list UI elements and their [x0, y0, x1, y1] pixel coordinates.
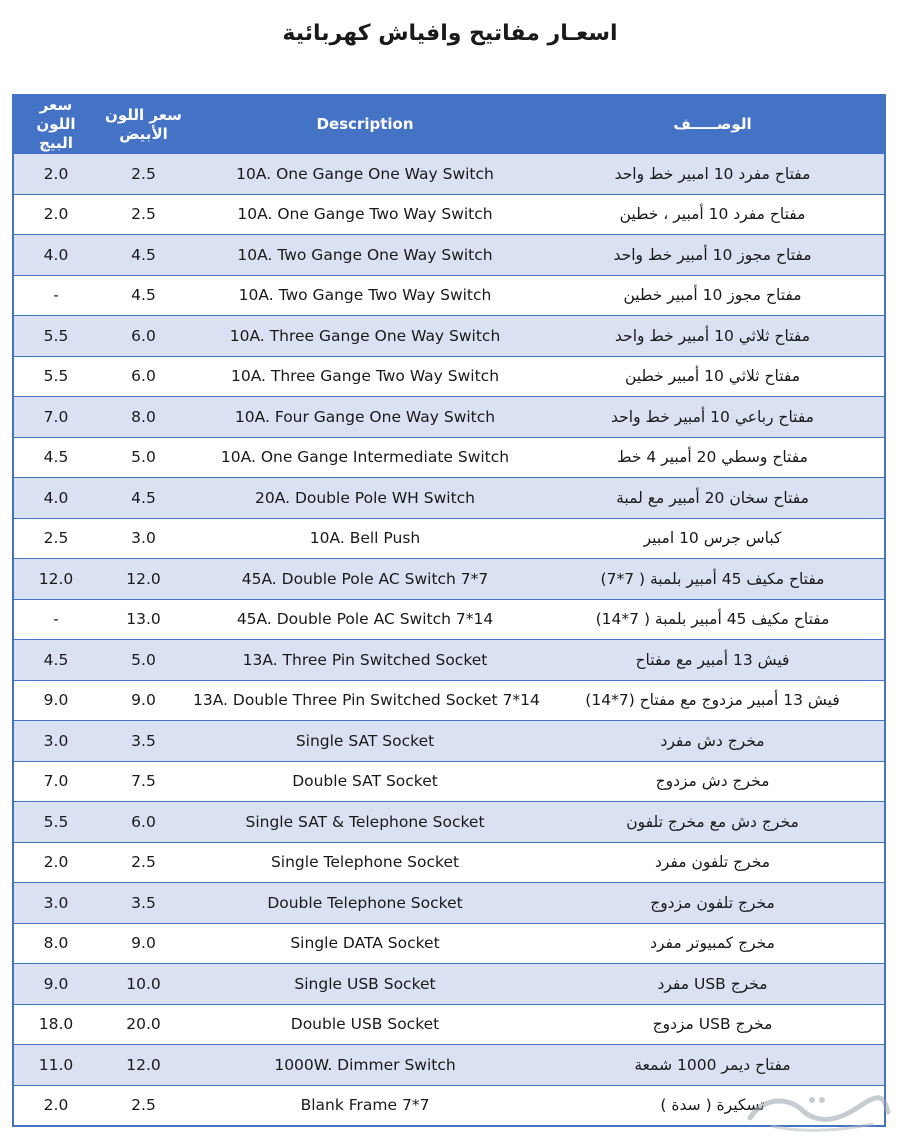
- beige-price-cell: 7.0: [13, 397, 98, 438]
- white-price-cell: 7.5: [98, 761, 189, 802]
- description-cell: 13A. Three Pin Switched Socket: [189, 640, 541, 681]
- white-price-cell: 6.0: [98, 802, 189, 843]
- header-arabic-description: الوصـــــف: [541, 95, 885, 154]
- description-cell: Single USB Socket: [189, 964, 541, 1005]
- beige-price-cell: 3.0: [13, 883, 98, 924]
- table-row: [13, 559, 885, 600]
- beige-price-cell: 7.0: [13, 761, 98, 802]
- arabic-description-cell: فيش 13 أمبير مزدوج مع مفتاح (7*14): [541, 680, 885, 721]
- arabic-description-cell: مخرج دش مفرد: [541, 721, 885, 762]
- table-row: [13, 397, 885, 438]
- white-price-cell: 20.0: [98, 1004, 189, 1045]
- white-price-cell: 2.5: [98, 154, 189, 195]
- description-cell: Double Telephone Socket: [189, 883, 541, 924]
- beige-price-cell: 4.0: [13, 235, 98, 276]
- arabic-description-cell: مخرج USB مفرد: [541, 964, 885, 1005]
- table-row: [13, 599, 885, 640]
- beige-price-cell: 4.0: [13, 478, 98, 519]
- description-cell: 13A. Double Three Pin Switched Socket 7*14: [189, 680, 541, 721]
- arabic-description-cell: مخرج دش مع مخرج تلفون: [541, 802, 885, 843]
- arabic-description-cell: مفتاح مفرد 10 امبير خط واحد: [541, 154, 885, 195]
- description-cell: 10A. Two Gange Two Way Switch: [189, 275, 541, 316]
- beige-price-cell: 9.0: [13, 964, 98, 1005]
- white-price-cell: 3.5: [98, 883, 189, 924]
- description-cell: 10A. Two Gange One Way Switch: [189, 235, 541, 276]
- beige-price-cell: 11.0: [13, 1045, 98, 1086]
- description-cell: 10A. One Gange Intermediate Switch: [189, 437, 541, 478]
- table-row: [13, 437, 885, 478]
- beige-price-cell: -: [13, 599, 98, 640]
- white-price-cell: 3.5: [98, 721, 189, 762]
- beige-price-cell: 2.5: [13, 518, 98, 559]
- beige-price-cell: 2.0: [13, 194, 98, 235]
- table-row: [13, 235, 885, 276]
- price-table: [12, 94, 886, 1127]
- beige-price-cell: 4.5: [13, 640, 98, 681]
- arabic-description-cell: مفتاح ثلاثي 10 أمبير خط واحد: [541, 316, 885, 357]
- arabic-description-cell: مفتاح مكيف 45 أمبير بلمبة ( 7*7): [541, 559, 885, 600]
- beige-price-cell: 5.5: [13, 802, 98, 843]
- haraj-logo-watermark-icon: [742, 1088, 892, 1134]
- table-row: [13, 802, 885, 843]
- description-cell: 45A. Double Pole AC Switch 7*7: [189, 559, 541, 600]
- white-price-cell: 10.0: [98, 964, 189, 1005]
- beige-price-cell: 2.0: [13, 842, 98, 883]
- beige-price-cell: 9.0: [13, 680, 98, 721]
- table-row: [13, 356, 885, 397]
- arabic-description-cell: مفتاح ديمر 1000 شمعة: [541, 1045, 885, 1086]
- white-price-cell: 12.0: [98, 559, 189, 600]
- table-row: [13, 275, 885, 316]
- beige-price-cell: 18.0: [13, 1004, 98, 1045]
- table-header-row: [13, 95, 885, 154]
- table-row: [13, 923, 885, 964]
- table-row: [13, 1004, 885, 1045]
- arabic-description-cell: مفتاح مكيف 45 أمبير بلمبة ( 7*14): [541, 599, 885, 640]
- arabic-description-cell: مفتاح سخان 20 أمبير مع لمبة: [541, 478, 885, 519]
- white-price-cell: 3.0: [98, 518, 189, 559]
- arabic-description-cell: مخرج دش مزدوج: [541, 761, 885, 802]
- white-price-cell: 4.5: [98, 478, 189, 519]
- description-cell: Single SAT Socket: [189, 721, 541, 762]
- beige-price-cell: 2.0: [13, 154, 98, 195]
- table-row: [13, 842, 885, 883]
- description-cell: Single DATA Socket: [189, 923, 541, 964]
- beige-price-cell: 8.0: [13, 923, 98, 964]
- table-row: [13, 964, 885, 1005]
- description-cell: 20A. Double Pole WH Switch: [189, 478, 541, 519]
- header-beige-price: سعر اللون البيج: [13, 95, 98, 154]
- table-body: [13, 154, 885, 1127]
- arabic-description-cell: مفتاح مفرد 10 أمبير ، خطين: [541, 194, 885, 235]
- white-price-cell: 8.0: [98, 397, 189, 438]
- arabic-description-cell: مخرج تلفون مزدوج: [541, 883, 885, 924]
- table-row: [13, 316, 885, 357]
- arabic-description-cell: فيش 13 أمبير مع مفتاح: [541, 640, 885, 681]
- description-cell: 10A. Bell Push: [189, 518, 541, 559]
- table-row: [13, 883, 885, 924]
- header-white-price: سعر اللون الأبيض: [98, 95, 189, 154]
- header-description: Description: [189, 95, 541, 154]
- arabic-description-cell: مفتاح ثلاثي 10 أمبير خطين: [541, 356, 885, 397]
- beige-price-cell: 12.0: [13, 559, 98, 600]
- arabic-description-cell: مفتاح رباعي 10 أمبير خط واحد: [541, 397, 885, 438]
- description-cell: 10A. One Gange Two Way Switch: [189, 194, 541, 235]
- white-price-cell: 9.0: [98, 923, 189, 964]
- white-price-cell: 2.5: [98, 842, 189, 883]
- beige-price-cell: 4.5: [13, 437, 98, 478]
- white-price-cell: 9.0: [98, 680, 189, 721]
- description-cell: 10A. Four Gange One Way Switch: [189, 397, 541, 438]
- white-price-cell: 6.0: [98, 356, 189, 397]
- white-price-cell: 2.5: [98, 194, 189, 235]
- white-price-cell: 5.0: [98, 437, 189, 478]
- white-price-cell: 6.0: [98, 316, 189, 357]
- table-row: [13, 194, 885, 235]
- arabic-description-cell: مفتاح مجوز 10 أمبير خطين: [541, 275, 885, 316]
- table-row: [13, 721, 885, 762]
- white-price-cell: 13.0: [98, 599, 189, 640]
- table-row: [13, 478, 885, 519]
- white-price-cell: 4.5: [98, 235, 189, 276]
- table-row: [13, 518, 885, 559]
- arabic-description-cell: مفتاح وسطي 20 أمبير 4 خط: [541, 437, 885, 478]
- description-cell: Double USB Socket: [189, 1004, 541, 1045]
- arabic-description-cell: مفتاح مجوز 10 أمبير خط واحد: [541, 235, 885, 276]
- beige-price-cell: 2.0: [13, 1085, 98, 1126]
- table-row: [13, 640, 885, 681]
- arabic-description-cell: مخرج تلفون مفرد: [541, 842, 885, 883]
- beige-price-cell: 5.5: [13, 316, 98, 357]
- page-title: اسعـار مفاتيح وافياش كهربائية: [282, 21, 618, 46]
- arabic-description-cell: تسكيرة ( سدة ): [541, 1085, 885, 1126]
- description-cell: 1000W. Dimmer Switch: [189, 1045, 541, 1086]
- arabic-description-cell: مخرج USB مزدوج: [541, 1004, 885, 1045]
- arabic-description-cell: كباس جرس 10 امبير: [541, 518, 885, 559]
- table-row: [13, 680, 885, 721]
- table-row: [13, 154, 885, 195]
- white-price-cell: 5.0: [98, 640, 189, 681]
- description-cell: 10A. Three Gange Two Way Switch: [189, 356, 541, 397]
- white-price-cell: 2.5: [98, 1085, 189, 1126]
- white-price-cell: 12.0: [98, 1045, 189, 1086]
- arabic-description-cell: مخرج كمبيوتر مفرد: [541, 923, 885, 964]
- beige-price-cell: -: [13, 275, 98, 316]
- table-row: [13, 1045, 885, 1086]
- description-cell: 10A. Three Gange One Way Switch: [189, 316, 541, 357]
- description-cell: 45A. Double Pole AC Switch 7*14: [189, 599, 541, 640]
- description-cell: Single SAT & Telephone Socket: [189, 802, 541, 843]
- beige-price-cell: 3.0: [13, 721, 98, 762]
- beige-price-cell: 5.5: [13, 356, 98, 397]
- description-cell: Double SAT Socket: [189, 761, 541, 802]
- description-cell: 10A. One Gange One Way Switch: [189, 154, 541, 195]
- description-cell: Blank Frame 7*7: [189, 1085, 541, 1126]
- white-price-cell: 4.5: [98, 275, 189, 316]
- description-cell: Single Telephone Socket: [189, 842, 541, 883]
- table-row: [13, 761, 885, 802]
